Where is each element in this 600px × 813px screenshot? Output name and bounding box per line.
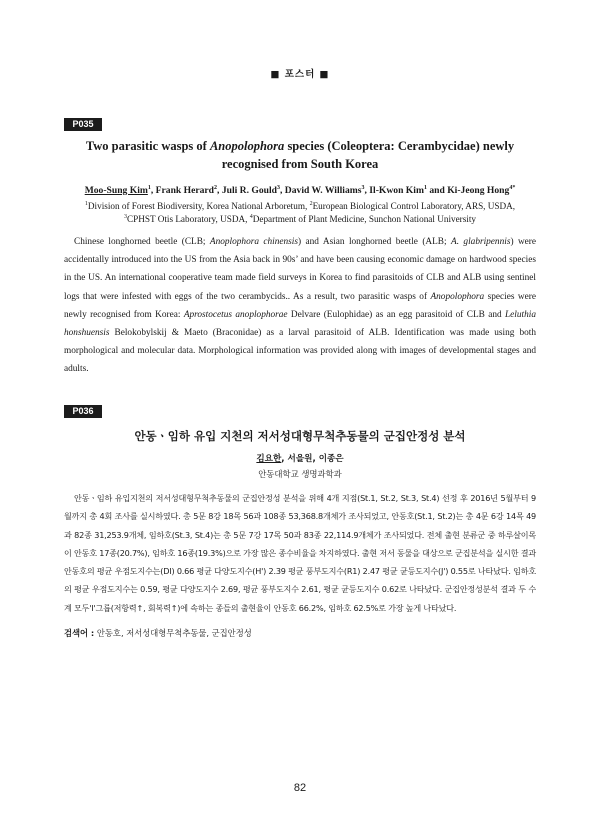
affil-sup: 2 (309, 201, 313, 207)
paper2-keywords (64, 627, 536, 639)
author-sup: 2 (214, 185, 218, 191)
paper1-authors: Moo-Sung Kim$^1$, Frank Herard$^2$, Juli R. Gould$^3$, David W. Williams$^3$, Il-Kwon Kim$^1$ and Ki-Jeong Hong$^{4*}$ (84, 185, 516, 197)
paper-badge-p036: P036 (64, 405, 102, 418)
author-name: Ki-Jeong Hong (447, 185, 510, 197)
abstract-text: ) and Asian longhorned beetle (ALB; (298, 237, 452, 247)
abstract-species: Anopolophora (430, 291, 485, 302)
author-sup: 1 (147, 185, 151, 191)
author-name: Frank Herard (155, 185, 215, 197)
page-number: 82 (293, 782, 307, 794)
author-sup: 1 (423, 185, 427, 191)
paper2-title: 안동ㆍ임하 유입 지천의 저서성대형무척추동물의 군집안정성 분석 (134, 429, 466, 443)
author-names: , 서을원, 이종은 (281, 454, 344, 464)
keywords-text: 안동호, 저서성대형무척추동물, 군집안정성 (94, 628, 252, 638)
affil-sup: 4 (249, 214, 253, 220)
affil-text: Department of Plant Medicine, Sunchon National University (252, 214, 477, 225)
author-name: 김요한 (256, 454, 282, 464)
paper2-authors (64, 452, 536, 464)
abstract-species: Leluthia honshuensis (64, 309, 536, 339)
author-sup: 4* (509, 185, 516, 191)
paper2-affiliation: 안동대학교 생명과학과 (258, 469, 342, 479)
affil-text: Division of Forest Biodiversity, Korea National Arboretum, (87, 201, 310, 212)
paper1-title (64, 137, 536, 173)
affil-sup: 1 (84, 201, 88, 207)
abstract-species: Anoplophora chinensis (209, 237, 299, 247)
keywords-label: 검색어 : (64, 628, 95, 638)
paper1-title-part: species (Coleoptera: Cerambycidae) newly recognised from South Korea (221, 139, 515, 171)
paper1-title-genus: Anopolophora (209, 139, 285, 153)
author-name: Il-Kwon Kim (369, 185, 424, 197)
abstract-species: A. glabripennis (451, 237, 511, 247)
abstract-text: Chinese longhorned beetle (CLB; (74, 237, 210, 247)
paper2-abstract: 안동ㆍ임하 유입지천의 저서성대형무척추동물의 군집안정성 분석을 위해 4개 지점(St.1, St.2, St.3, St.4) 선정 후 2016년 5월부터 9월까지 총 4회 조사를 실시하였다. 총 5문 8강 18목 56과 108종 53,368.8개체가 조사되었고, 안동호(St.1, St.2)는 총 4문 6강 14목 49과 82종 31,253.9개체, 임하호(St.3, St.4)는 총 5문 7강 17목 50과 83종 22,114.9개체가 조사되었다. 전체 출현 분류군 중 하루살이목이 안동호 17종(20.7%), 임하호 16종(19.3%)으로 가장 많은 종수비율을 차지하였다. 출현 저서 동물을 대상으로 군집분석을 실시한 결과 안동호의 평균 우점도지수는(DI) 0.66 평균 다양도지수(H') 2.39 평균 풍부도지수(R1) 2.47 평균 균등도지수(J') 0.55로 나타났다. 임하호의 평균 우점도지수는 0.59, 평균 다양도지수 2.69, 평균 풍부도지수 2.61, 평균 균등도지수 0.62로 나타났다. 군집안정성분석 결과 두 수계 모두'I'그룹(저항력↑, 회복력↑)에 속하는 종들의 출현율이 안동호 66.2%, 임하호 62.5%로 가장 높게 나타났다. (64, 493, 536, 613)
abstract-text: Belokobylskij & Maeto (Braconidae) as a larval parasitoid of ALB. Identification was made using both morphological and molecular data. Morphological information was provided along with images of developmental stages and adults. (64, 328, 536, 375)
paper1-affiliation-line2 (64, 211, 536, 226)
abstract-text: species were newly recognised from Korea: (64, 291, 536, 320)
abstract-text: ) were accidentally introduced into the US from the Asia back in 90s’ and have been causing economic damage on hardwood species in the US. An international cooperative team made field surveys in Korea to find parasitoids of CLB and ALB using sentinel logs that were infested with eggs of the two cerambycids.. As a result, two parasitic wasps of (64, 237, 537, 302)
abstract-text: Delvare (Eulophidae) as an egg parasitoid of CLB and (287, 309, 505, 320)
author-name: Moo-Sung Kim (84, 185, 148, 197)
abstract-species: Aprostocetus anoplophorae (183, 309, 288, 320)
author-sup: 3 (361, 185, 365, 191)
author-name: Juli R. Gould (221, 185, 277, 197)
paper1-title-part: Two parasitic wasps of (85, 139, 210, 153)
affil-text: European Biological Control Laboratory, ARS, USDA, (312, 201, 516, 212)
affil-sup: 3 (123, 214, 127, 220)
section-header: ■ 포스터 ■ (270, 69, 330, 80)
paper1-abstract (64, 233, 536, 379)
paper-badge-p035: P035 (64, 118, 102, 131)
author-sup: 3 (277, 185, 280, 191)
affil-text: CPHST Otis Laboratory, USDA, (126, 214, 250, 225)
author-name: David W. Williams (284, 185, 362, 197)
